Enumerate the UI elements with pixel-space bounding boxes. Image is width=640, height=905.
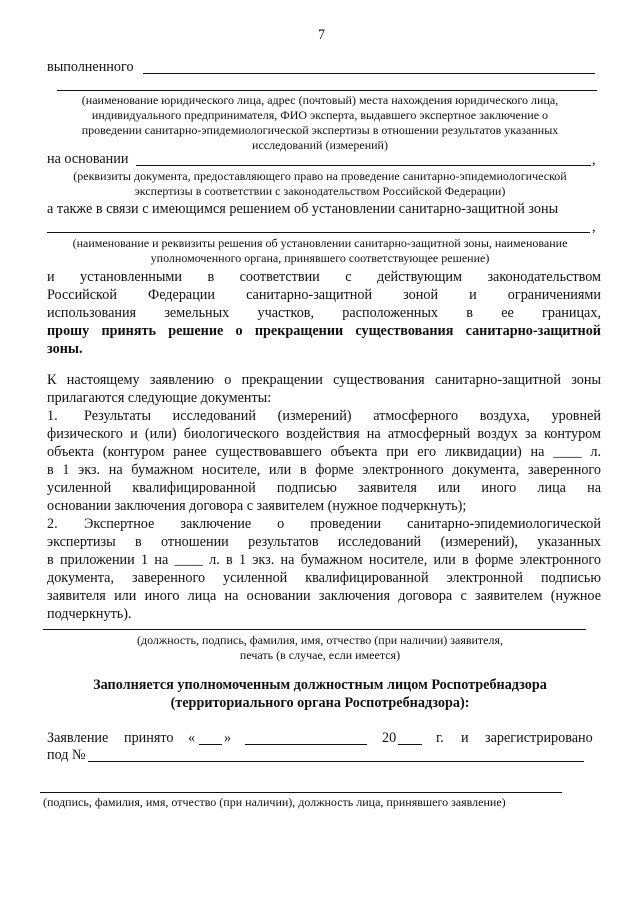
- heading-line: Заполняется уполномоченным должностным лицом Роспотребнадзора: [93, 677, 547, 693]
- basis-line: [136, 165, 591, 166]
- official-signature-line: [40, 792, 562, 793]
- caption-line: уполномоченного органа, принявшего соответствующее решение): [150, 251, 490, 265]
- caption-decision: [40, 236, 600, 266]
- paragraph-line: использования земельных участков, расположенных в ее границах,: [47, 305, 601, 321]
- decision-comma: ,: [592, 219, 596, 235]
- basis-label: на основании: [47, 151, 129, 167]
- basis-comma: ,: [592, 152, 596, 168]
- caption-official: (подпись, фамилия, имя, отчество (при наличии), должность лица, принявшего заявление): [43, 795, 506, 809]
- caption-line: (наименование юридического лица, адрес (почтовый) места нахождения юридического лица,: [81, 93, 559, 107]
- decision-line: [47, 232, 590, 233]
- year-prefix: 20: [382, 730, 397, 746]
- attachment-item-1: [47, 407, 601, 515]
- caption-line: (реквизиты документа, предоставляющего право на проведение санитарно-эпидемиологической: [73, 169, 567, 183]
- item-line: объекта (контуром ранее существовавшего объекта при его ликвидации) на ____ л.: [47, 444, 601, 460]
- conj-and: и: [461, 730, 469, 746]
- request-line: прошу принять решение о прекращении существования санитарно-защитной: [47, 323, 601, 339]
- year-field[interactable]: [398, 744, 422, 745]
- page-number: 7: [318, 27, 326, 43]
- attachments-intro: [47, 371, 601, 407]
- request-line: зоны.: [47, 341, 83, 357]
- item-line: Экспертное заключение о проведении санитарно-эпидемиологической: [84, 516, 601, 532]
- also-text: а также в связи с имеющимся решением об установлении санитарно-защитной зоны: [47, 201, 559, 217]
- attachment-item-2: [47, 515, 601, 623]
- caption-line: исследований (измерений): [252, 138, 388, 152]
- performed-label: выполненного: [47, 59, 134, 75]
- item-line: заявителя или иного лица на основании заключения договора с заявителем (нужное: [47, 588, 601, 604]
- official-heading: [40, 676, 600, 712]
- year-suffix: г.: [436, 730, 444, 746]
- item-line: подчеркнуть).: [47, 606, 132, 622]
- registration-number-field[interactable]: [88, 761, 584, 762]
- paragraph-line: и установленными в соответствии с действующим законодательством: [47, 269, 601, 285]
- paragraph-line: Российской Федерации санитарно-защитной зоной и ограничениями: [47, 287, 601, 303]
- intro-line: прилагаются следующие документы:: [47, 390, 272, 406]
- heading-line: (территориального органа Роспотребнадзора):: [170, 695, 470, 711]
- item-line: документа, заверенного усиленной квалифицированной электронной подписью: [47, 570, 601, 586]
- item-line: в приложении 1 на ____ л. в 1 экз. на бумажном носителе, или в форме электронного: [47, 552, 601, 568]
- performed-line-2: [57, 90, 597, 91]
- caption-applicant: [40, 93, 600, 153]
- accepted-word: принято: [124, 730, 174, 746]
- item-line: Результаты исследований (измерений) атмосферного воздуха, уровней: [84, 408, 601, 424]
- paragraph-zone: [47, 268, 601, 358]
- caption-basis: [40, 169, 600, 199]
- quote-open: «: [188, 730, 196, 746]
- signature-line: [43, 629, 586, 630]
- caption-signature: [40, 633, 600, 663]
- quote-close: »: [224, 730, 232, 746]
- caption-line: индивидуального предпринимателя, ФИО эксперта, выдавшего экспертное заключение о: [91, 108, 549, 122]
- item-number: 1.: [47, 408, 58, 424]
- item-line: в 1 экз. на бумажном носителе, или в форме электронного документа, заверенного: [47, 462, 601, 478]
- intro-line: К настоящему заявлению о прекращении существования санитарно-защитной зоны: [47, 372, 601, 388]
- month-field[interactable]: [245, 744, 367, 745]
- performed-line: [143, 73, 595, 74]
- caption-line: (должность, подпись, фамилия, имя, отчество (при наличии) заявителя,: [136, 633, 504, 647]
- caption-line: печать (в случае, если имеется): [239, 648, 401, 662]
- caption-line: (наименование и реквизиты решения об установлении санитарно-защитной зоны, наименование: [72, 236, 568, 250]
- item-line: усиленной квалифицированной подписью заявителя или иного лица на: [47, 480, 601, 496]
- number-label: под №: [47, 747, 86, 763]
- item-line: физического и (или) биологического воздействия на атмосферный воздух за контуром: [47, 426, 601, 442]
- registered-word: зарегистрировано: [485, 730, 593, 746]
- item-line: экспертизы в отношении результатов исследований (измерений), указанных: [47, 534, 601, 550]
- item-line: основании заключения договора с заявителем (нужное подчеркнуть);: [47, 498, 467, 514]
- day-field[interactable]: [199, 744, 222, 745]
- caption-line: экспертизы в соответствии с законодательством Российской Федерации): [134, 184, 506, 198]
- caption-line: проведении санитарно-эпидемиологической экспертизы в отношении результатов указанных: [81, 123, 559, 137]
- accepted-label: Заявление: [47, 730, 109, 746]
- item-number: 2.: [47, 516, 58, 532]
